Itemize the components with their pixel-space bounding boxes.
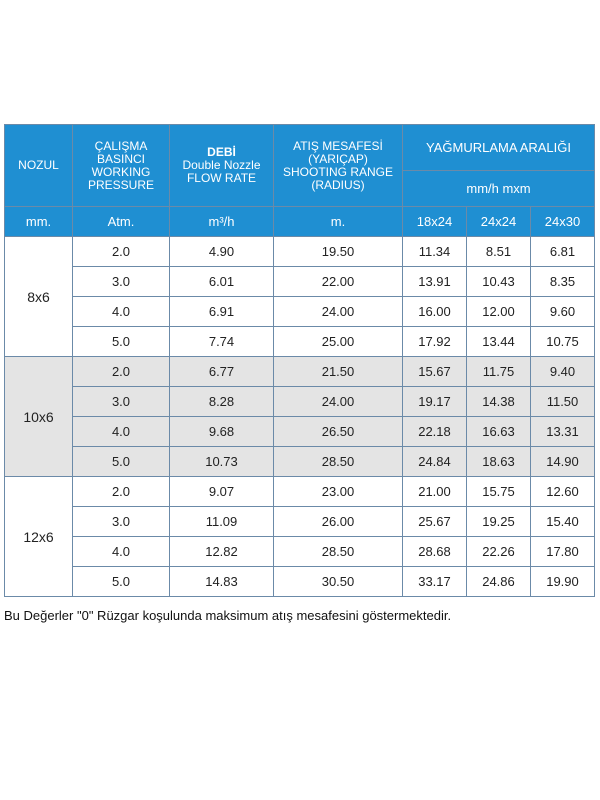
table-cell: 24.00 bbox=[274, 297, 403, 327]
table-cell: 24.86 bbox=[467, 567, 531, 597]
header-range-line: ATIŞ MESAFESİ bbox=[293, 138, 383, 153]
table-cell: 6.81 bbox=[531, 237, 595, 267]
unit-cell: m. bbox=[274, 207, 403, 237]
table-cell: 15.75 bbox=[467, 477, 531, 507]
table-cell: 12.60 bbox=[531, 477, 595, 507]
table-cell: 9.07 bbox=[170, 477, 274, 507]
table-cell: 26.50 bbox=[274, 417, 403, 447]
table-cell: 3.0 bbox=[73, 507, 170, 537]
table-cell: 13.31 bbox=[531, 417, 595, 447]
table-cell: 13.91 bbox=[403, 267, 467, 297]
unit-cell: 24x30 bbox=[531, 207, 595, 237]
header-shooting-range bbox=[274, 125, 403, 207]
unit-cell: Atm. bbox=[73, 207, 170, 237]
header-flow-line: Double Nozzle bbox=[182, 158, 261, 172]
table-cell: 8.51 bbox=[467, 237, 531, 267]
table-cell: 14.83 bbox=[170, 567, 274, 597]
table-cell: 11.09 bbox=[170, 507, 274, 537]
table-cell: 11.34 bbox=[403, 237, 467, 267]
table-cell: 8.28 bbox=[170, 387, 274, 417]
nozzle-spec-table bbox=[4, 124, 595, 597]
table-row bbox=[5, 387, 595, 417]
table-cell: 19.90 bbox=[531, 567, 595, 597]
table-cell: 4.0 bbox=[73, 537, 170, 567]
table-cell: 5.0 bbox=[73, 327, 170, 357]
table-cell: 22.00 bbox=[274, 267, 403, 297]
table-cell: 30.50 bbox=[274, 567, 403, 597]
table-cell: 5.0 bbox=[73, 447, 170, 477]
table-cell: 21.00 bbox=[403, 477, 467, 507]
table-cell: 9.40 bbox=[531, 357, 595, 387]
header-nozzle: NOZUL bbox=[5, 125, 73, 207]
table-cell: 19.17 bbox=[403, 387, 467, 417]
table-cell: 25.00 bbox=[274, 327, 403, 357]
table-cell: 18.63 bbox=[467, 447, 531, 477]
table-cell: 15.67 bbox=[403, 357, 467, 387]
header-flow-line: FLOW RATE bbox=[186, 171, 257, 185]
header-pressure-line: BASINCI bbox=[96, 151, 145, 166]
table-cell: 3.0 bbox=[73, 387, 170, 417]
table-row bbox=[5, 567, 595, 597]
table-cell: 12.00 bbox=[467, 297, 531, 327]
table-cell: 3.0 bbox=[73, 267, 170, 297]
table-cell: 12.82 bbox=[170, 537, 274, 567]
table-cell: 7.74 bbox=[170, 327, 274, 357]
table-cell: 14.38 bbox=[467, 387, 531, 417]
unit-cell: mm. bbox=[5, 207, 73, 237]
table-cell: 22.26 bbox=[467, 537, 531, 567]
table-cell: 2.0 bbox=[73, 477, 170, 507]
table-cell: 23.00 bbox=[274, 477, 403, 507]
table-cell: 2.0 bbox=[73, 237, 170, 267]
table-cell: 6.91 bbox=[170, 297, 274, 327]
table-cell: 15.40 bbox=[531, 507, 595, 537]
table-cell: 9.60 bbox=[531, 297, 595, 327]
table-cell: 2.0 bbox=[73, 357, 170, 387]
table-cell: 4.0 bbox=[73, 417, 170, 447]
table-cell: 11.75 bbox=[467, 357, 531, 387]
table-cell: 10.75 bbox=[531, 327, 595, 357]
table-row bbox=[5, 357, 595, 387]
units-row bbox=[5, 207, 595, 237]
header-sprinkler-spacing: YAĞMURLAMA ARALIĞI bbox=[403, 125, 595, 171]
table-row bbox=[5, 267, 595, 297]
table-cell: 28.50 bbox=[274, 447, 403, 477]
table-row bbox=[5, 327, 595, 357]
table-cell: 17.80 bbox=[531, 537, 595, 567]
table-cell: 4.0 bbox=[73, 297, 170, 327]
table-row bbox=[5, 237, 595, 267]
table-cell: 8.35 bbox=[531, 267, 595, 297]
table-cell: 14.90 bbox=[531, 447, 595, 477]
nozzle-size-cell: 8x6 bbox=[5, 237, 73, 357]
table-cell: 19.25 bbox=[467, 507, 531, 537]
table-cell: 28.50 bbox=[274, 537, 403, 567]
table-cell: 10.73 bbox=[170, 447, 274, 477]
table-cell: 28.68 bbox=[403, 537, 467, 567]
unit-cell: m³/h bbox=[170, 207, 274, 237]
nozzle-size-cell: 12x6 bbox=[5, 477, 73, 597]
table-cell: 6.01 bbox=[170, 267, 274, 297]
table-cell: 4.90 bbox=[170, 237, 274, 267]
table-cell: 13.44 bbox=[467, 327, 531, 357]
header-range-line: SHOOTING RANGE bbox=[282, 164, 393, 179]
table-row bbox=[5, 537, 595, 567]
table-row bbox=[5, 447, 595, 477]
table-row bbox=[5, 507, 595, 537]
header-flow-line: DEBİ bbox=[207, 145, 236, 159]
table-row bbox=[5, 417, 595, 447]
table-cell: 24.00 bbox=[274, 387, 403, 417]
header-pressure bbox=[73, 125, 170, 207]
table-cell: 22.18 bbox=[403, 417, 467, 447]
table-cell: 19.50 bbox=[274, 237, 403, 267]
table-cell: 6.77 bbox=[170, 357, 274, 387]
table-cell: 17.92 bbox=[403, 327, 467, 357]
nozzle-size-cell: 10x6 bbox=[5, 357, 73, 477]
table-cell: 26.00 bbox=[274, 507, 403, 537]
table-cell: 25.67 bbox=[403, 507, 467, 537]
footnote: Bu Değerler "0" Rüzgar koşulunda maksimum atış mesafesini göstermektedir. bbox=[4, 608, 452, 623]
header-pressure-line: WORKING bbox=[91, 164, 151, 179]
header-spacing-units: mm/h mxm bbox=[403, 171, 595, 207]
unit-cell: 24x24 bbox=[467, 207, 531, 237]
table-row bbox=[5, 477, 595, 507]
table-cell: 5.0 bbox=[73, 567, 170, 597]
table-cell: 11.50 bbox=[531, 387, 595, 417]
table-cell: 16.63 bbox=[467, 417, 531, 447]
table-cell: 33.17 bbox=[403, 567, 467, 597]
header-pressure-line: PRESSURE bbox=[87, 177, 155, 192]
table-cell: 10.43 bbox=[467, 267, 531, 297]
header-range-line: (YARIÇAP) bbox=[308, 151, 368, 166]
header-flow-rate bbox=[170, 125, 274, 207]
header-range-line: (RADIUS) bbox=[311, 177, 365, 192]
table-cell: 16.00 bbox=[403, 297, 467, 327]
table-cell: 21.50 bbox=[274, 357, 403, 387]
table-row bbox=[5, 297, 595, 327]
table-cell: 24.84 bbox=[403, 447, 467, 477]
unit-cell: 18x24 bbox=[403, 207, 467, 237]
header-pressure-line: ÇALIŞMA bbox=[94, 138, 148, 153]
table-cell: 9.68 bbox=[170, 417, 274, 447]
